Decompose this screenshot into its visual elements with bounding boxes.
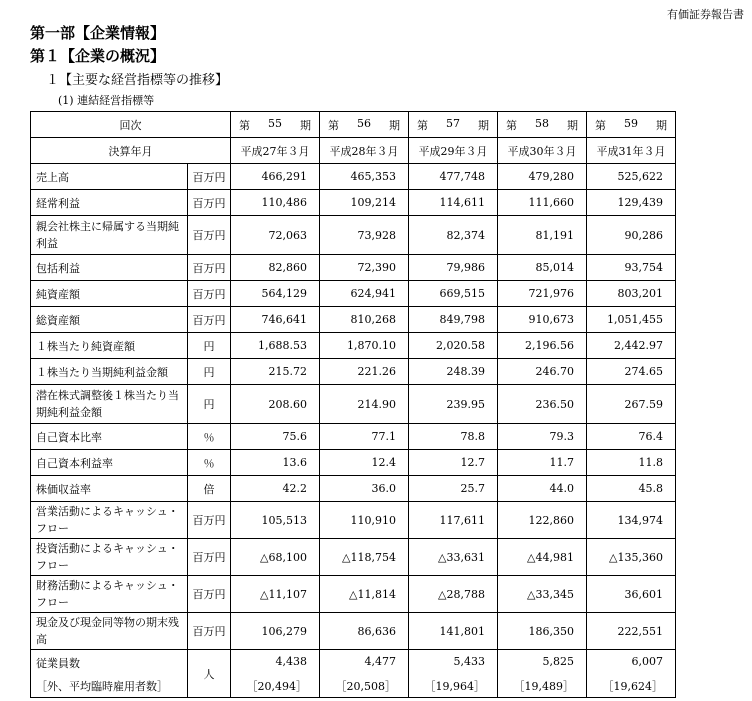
employees-value-cell	[409, 650, 498, 698]
value-cell: △135,360	[587, 539, 676, 576]
value-cell: 849,798	[409, 307, 498, 333]
table-row	[31, 476, 676, 502]
fiscal-year-header-row	[31, 138, 676, 164]
value-cell: 479,280	[498, 164, 587, 190]
table-row	[31, 216, 676, 255]
table-row	[31, 307, 676, 333]
row-label: 純資産額	[31, 281, 188, 307]
temporary-employee-count: ［20,494］	[246, 680, 307, 693]
value-cell: △33,345	[498, 576, 587, 613]
row-label: 自己資本利益率	[31, 450, 188, 476]
table-row	[31, 190, 676, 216]
period-prefix: 第	[506, 118, 517, 132]
value-cell: 525,622	[587, 164, 676, 190]
value-cell: 2,020.58	[409, 333, 498, 359]
value-cell: 36.0	[320, 476, 409, 502]
value-cell: 44.0	[498, 476, 587, 502]
row-unit: 百万円	[188, 255, 231, 281]
row-unit: 百万円	[188, 613, 231, 650]
employees-value-cell	[587, 650, 676, 698]
value-cell: 13.6	[231, 450, 320, 476]
value-cell: 114,611	[409, 190, 498, 216]
row-unit: 百万円	[188, 216, 231, 255]
part-title: 第一部【企業情報】	[30, 24, 166, 42]
period-number: 59	[624, 116, 638, 130]
value-cell: 45.8	[587, 476, 676, 502]
row-unit: ％	[188, 424, 231, 450]
value-cell: 2,196.56	[498, 333, 587, 359]
employee-count: 4,438	[275, 655, 307, 668]
employee-count: 4,477	[364, 655, 396, 668]
fiscal-year-cell: 平成29年３月	[409, 138, 498, 164]
table-row	[31, 539, 676, 576]
table-row	[31, 281, 676, 307]
value-cell: 73,928	[320, 216, 409, 255]
value-cell: 624,941	[320, 281, 409, 307]
employees-row	[31, 650, 676, 698]
row-label: 親会社株主に帰属する当期純利益	[31, 216, 188, 255]
row-label: １株当たり当期純利益金額	[31, 359, 188, 385]
value-cell: 274.65	[587, 359, 676, 385]
period-label	[506, 117, 578, 133]
period-suffix: 期	[656, 118, 667, 132]
value-cell: 186,350	[498, 613, 587, 650]
period-suffix: 期	[300, 118, 311, 132]
period-prefix: 第	[328, 118, 339, 132]
row-unit: 百万円	[188, 164, 231, 190]
value-cell: 25.7	[409, 476, 498, 502]
period-cell	[409, 112, 498, 138]
period-cell	[587, 112, 676, 138]
employees-value-stack	[414, 650, 485, 697]
period-header-row	[31, 112, 676, 138]
value-cell: 81,191	[498, 216, 587, 255]
row-label: 総資産額	[31, 307, 188, 333]
period-prefix: 第	[417, 118, 428, 132]
row-label: 投資活動によるキャッシュ・フロー	[31, 539, 188, 576]
value-cell: 248.39	[409, 359, 498, 385]
period-label	[417, 117, 489, 133]
period-label	[328, 117, 400, 133]
fiscal-year-cell: 平成31年３月	[587, 138, 676, 164]
row-label: 株価収益率	[31, 476, 188, 502]
fiscal-year-cell: 平成28年３月	[320, 138, 409, 164]
employee-count: 6,007	[631, 655, 663, 668]
period-prefix: 第	[595, 118, 606, 132]
value-cell: 77.1	[320, 424, 409, 450]
period-number: 56	[357, 116, 371, 130]
value-cell: 746,641	[231, 307, 320, 333]
employees-value-stack	[325, 650, 396, 697]
employees-sublabel: ［外、平均臨時雇用者数］	[36, 680, 168, 693]
value-cell: 105,513	[231, 502, 320, 539]
value-cell: 75.6	[231, 424, 320, 450]
row-unit: 百万円	[188, 502, 231, 539]
row-label: 包括利益	[31, 255, 188, 281]
value-cell: 79,986	[409, 255, 498, 281]
row-label: 現金及び現金同等物の期末残高	[31, 613, 188, 650]
row-unit: 百万円	[188, 307, 231, 333]
employees-value-cell	[320, 650, 409, 698]
table-row	[31, 502, 676, 539]
value-cell: △28,788	[409, 576, 498, 613]
section-title: １【主要な経営指標等の推移】	[46, 73, 229, 88]
employees-label-cell	[31, 650, 188, 698]
value-cell: 721,976	[498, 281, 587, 307]
value-cell: 110,486	[231, 190, 320, 216]
value-cell: 134,974	[587, 502, 676, 539]
row-label: 売上高	[31, 164, 188, 190]
value-cell: 82,374	[409, 216, 498, 255]
temporary-employee-count: ［19,964］	[424, 680, 485, 693]
value-cell: 1,051,455	[587, 307, 676, 333]
value-cell: 214.90	[320, 385, 409, 424]
row-label: 自己資本比率	[31, 424, 188, 450]
employees-value-stack	[236, 650, 307, 697]
employees-value-stack	[503, 650, 574, 697]
row-unit: 百万円	[188, 281, 231, 307]
row-unit: ％	[188, 450, 231, 476]
row-label: 潜在株式調整後１株当たり当期純利益金額	[31, 385, 188, 424]
value-cell: 79.3	[498, 424, 587, 450]
value-cell: 72,063	[231, 216, 320, 255]
value-cell: 85,014	[498, 255, 587, 281]
row-label: 財務活動によるキャッシュ・フロー	[31, 576, 188, 613]
fiscal-year-cell: 平成27年３月	[231, 138, 320, 164]
value-cell: 236.50	[498, 385, 587, 424]
row-unit: 百万円	[188, 539, 231, 576]
value-cell: 90,286	[587, 216, 676, 255]
value-cell: 803,201	[587, 281, 676, 307]
employees-value-cell	[498, 650, 587, 698]
value-cell: 141,801	[409, 613, 498, 650]
value-cell: 78.8	[409, 424, 498, 450]
value-cell: 239.95	[409, 385, 498, 424]
value-cell: 93,754	[587, 255, 676, 281]
value-cell: 110,910	[320, 502, 409, 539]
value-cell: 109,214	[320, 190, 409, 216]
value-cell: 564,129	[231, 281, 320, 307]
value-cell: 11.8	[587, 450, 676, 476]
table-row	[31, 424, 676, 450]
value-cell: 111,660	[498, 190, 587, 216]
period-label	[595, 117, 667, 133]
value-cell: 1,870.10	[320, 333, 409, 359]
value-cell: 2,442.97	[587, 333, 676, 359]
value-cell: 222,551	[587, 613, 676, 650]
value-cell: 465,353	[320, 164, 409, 190]
table-row	[31, 255, 676, 281]
period-suffix: 期	[567, 118, 578, 132]
value-cell: 82,860	[231, 255, 320, 281]
financial-indicators-table	[30, 111, 676, 698]
row-label: １株当たり純資産額	[31, 333, 188, 359]
row-unit: 円	[188, 385, 231, 424]
employee-count: 5,433	[453, 655, 485, 668]
table-row	[31, 359, 676, 385]
fiscal-year-header-label: 決算年月	[31, 138, 231, 164]
temporary-employee-count: ［19,624］	[602, 680, 663, 693]
row-label: 営業活動によるキャッシュ・フロー	[31, 502, 188, 539]
fiscal-year-cell: 平成30年３月	[498, 138, 587, 164]
period-cell	[498, 112, 587, 138]
temporary-employee-count: ［19,489］	[513, 680, 574, 693]
period-prefix: 第	[239, 118, 250, 132]
value-cell: 129,439	[587, 190, 676, 216]
value-cell: 106,279	[231, 613, 320, 650]
value-cell: △44,981	[498, 539, 587, 576]
period-label	[239, 117, 311, 133]
row-unit: 倍	[188, 476, 231, 502]
value-cell: 86,636	[320, 613, 409, 650]
value-cell: 246.70	[498, 359, 587, 385]
value-cell: 215.72	[231, 359, 320, 385]
row-unit: 百万円	[188, 576, 231, 613]
value-cell: △11,814	[320, 576, 409, 613]
chapter-title: 第１【企業の概況】	[30, 47, 166, 65]
employees-unit: 人	[188, 650, 231, 698]
employees-label: 従業員数	[36, 657, 80, 670]
value-cell: △68,100	[231, 539, 320, 576]
value-cell: 466,291	[231, 164, 320, 190]
value-cell: 36,601	[587, 576, 676, 613]
table-row	[31, 385, 676, 424]
value-cell: 669,515	[409, 281, 498, 307]
value-cell: 76.4	[587, 424, 676, 450]
value-cell: 221.26	[320, 359, 409, 385]
value-cell: △33,631	[409, 539, 498, 576]
value-cell: 122,860	[498, 502, 587, 539]
value-cell: 72,390	[320, 255, 409, 281]
temporary-employee-count: ［20,508］	[335, 680, 396, 693]
table-row	[31, 450, 676, 476]
period-number: 57	[446, 116, 460, 130]
employees-value-stack	[592, 650, 663, 697]
value-cell: 267.59	[587, 385, 676, 424]
value-cell: △118,754	[320, 539, 409, 576]
document-type-label: 有価証券報告書	[667, 8, 744, 21]
table-row	[31, 576, 676, 613]
value-cell: 11.7	[498, 450, 587, 476]
period-suffix: 期	[389, 118, 400, 132]
row-unit: 円	[188, 359, 231, 385]
value-cell: 117,611	[409, 502, 498, 539]
table-row	[31, 333, 676, 359]
value-cell: 477,748	[409, 164, 498, 190]
period-suffix: 期	[478, 118, 489, 132]
table-row	[31, 164, 676, 190]
subsection-title: (1) 連結経営指標等	[58, 94, 155, 107]
period-header-label: 回次	[31, 112, 231, 138]
value-cell: 12.7	[409, 450, 498, 476]
period-cell	[320, 112, 409, 138]
period-number: 58	[535, 116, 549, 130]
row-label: 経常利益	[31, 190, 188, 216]
value-cell: 810,268	[320, 307, 409, 333]
value-cell: 1,688.53	[231, 333, 320, 359]
employees-value-cell	[231, 650, 320, 698]
row-unit: 円	[188, 333, 231, 359]
value-cell: 12.4	[320, 450, 409, 476]
period-cell	[231, 112, 320, 138]
value-cell: △11,107	[231, 576, 320, 613]
value-cell: 208.60	[231, 385, 320, 424]
value-cell: 42.2	[231, 476, 320, 502]
table-row	[31, 613, 676, 650]
employee-count: 5,825	[542, 655, 574, 668]
value-cell: 910,673	[498, 307, 587, 333]
employees-label-stack	[36, 650, 182, 697]
period-number: 55	[268, 116, 282, 130]
row-unit: 百万円	[188, 190, 231, 216]
